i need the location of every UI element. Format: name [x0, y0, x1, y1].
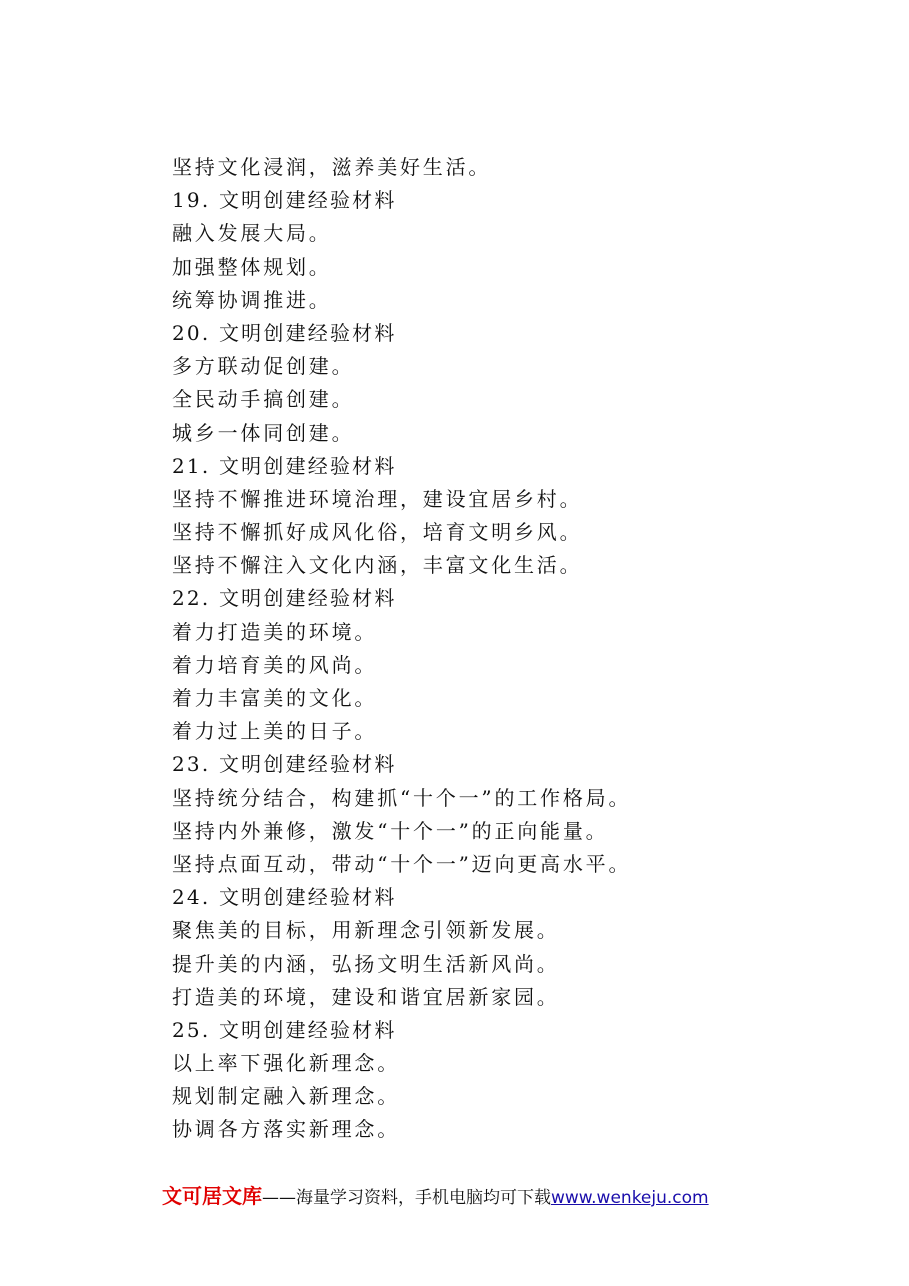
text-line: 加强整体规划。 — [172, 254, 332, 279]
footer-description: ——海量学习资料，手机电脑均可下载 — [262, 1188, 551, 1208]
text-line: 坚持不懈抓好成风化俗，培育文明乡风。 — [172, 520, 583, 545]
text-line: 多方联动促创建。 — [172, 354, 355, 379]
text-line: 坚持统分结合，构建抓“十个一”的工作格局。 — [172, 785, 632, 810]
footer-link[interactable]: www.wenkeju.com — [551, 1188, 709, 1208]
footer-brand: 文可居文库 — [162, 1184, 262, 1208]
text-line: 以上率下强化新理念。 — [172, 1051, 400, 1076]
text-line: 协调各方落实新理念。 — [172, 1117, 400, 1142]
section-heading: 24. 文明创建经验材料 — [172, 885, 397, 910]
section-heading: 20. 文明创建经验材料 — [172, 320, 397, 345]
text-line: 规划制定融入新理念。 — [172, 1084, 400, 1109]
text-line: 坚持点面互动，带动“十个一”迈向更高水平。 — [172, 851, 632, 876]
section-heading: 22. 文明创建经验材料 — [172, 586, 397, 611]
text-line: 全民动手搞创建。 — [172, 387, 355, 412]
text-line: 坚持内外兼修，激发“十个一”的正向能量。 — [172, 818, 609, 843]
section-heading: 23. 文明创建经验材料 — [172, 752, 397, 777]
text-line: 城乡一体同创建。 — [172, 420, 355, 445]
text-line: 融入发展大局。 — [172, 221, 332, 246]
text-line: 着力打造美的环境。 — [172, 619, 378, 644]
text-line: 坚持不懈注入文化内涵，丰富文化生活。 — [172, 553, 583, 578]
text-line: 着力丰富美的文化。 — [172, 686, 378, 710]
text-line: 着力过上美的日子。 — [172, 719, 378, 744]
text-line: 坚持文化浸润，滋养美好生活。 — [172, 155, 492, 179]
text-line: 提升美的内涵，弘扬文明生活新风尚。 — [172, 951, 560, 976]
text-line: 坚持不懈推进环境治理，建设宜居乡村。 — [172, 486, 583, 511]
text-line: 聚焦美的目标，用新理念引领新发展。 — [172, 918, 560, 943]
section-heading: 19. 文明创建经验材料 — [172, 188, 397, 213]
footer — [162, 1183, 822, 1211]
section-heading: 25. 文明创建经验材料 — [172, 1017, 397, 1042]
text-line: 统筹协调推进。 — [172, 287, 332, 312]
document-body — [172, 151, 852, 1147]
text-line: 打造美的环境，建设和谐宜居新家园。 — [172, 984, 560, 1009]
section-heading: 21. 文明创建经验材料 — [172, 453, 397, 478]
text-line: 着力培育美的风尚。 — [172, 652, 378, 677]
